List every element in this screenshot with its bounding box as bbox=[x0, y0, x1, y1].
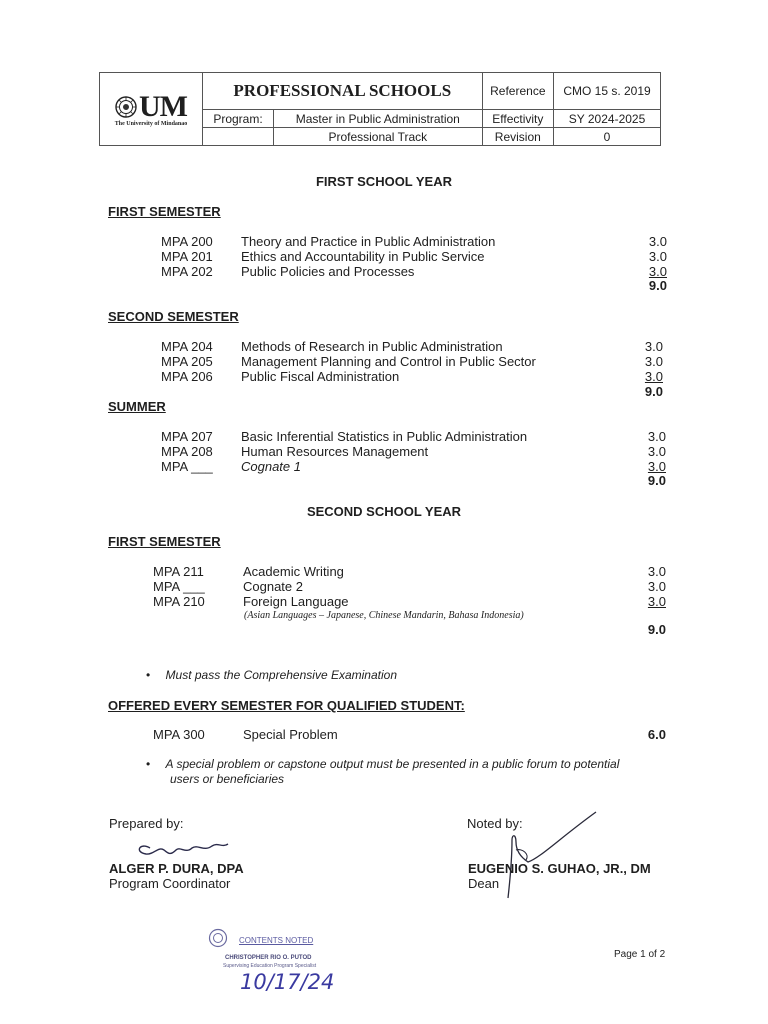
noted-signature-icon bbox=[500, 800, 610, 910]
course-row bbox=[161, 264, 667, 279]
course-code: MPA 211 bbox=[153, 564, 204, 579]
program-label-blank bbox=[203, 128, 274, 146]
course-row bbox=[161, 429, 666, 444]
program-value: Master in Public Administration bbox=[274, 110, 483, 128]
semester-total-row bbox=[153, 622, 666, 637]
program-label: Program: bbox=[203, 110, 274, 128]
course-code: MPA ___ bbox=[161, 459, 213, 474]
logo-text: UM bbox=[139, 89, 187, 123]
course-title: Methods of Research in Public Administration bbox=[241, 339, 503, 354]
capstone-note-line1: A special problem or capstone output must be presented in a public forum to potential bbox=[165, 757, 620, 771]
logo-cell bbox=[100, 73, 203, 146]
logo-subtitle: The University of Mindanao bbox=[114, 120, 188, 127]
course-units: 3.0 bbox=[648, 234, 667, 249]
course-row bbox=[161, 369, 663, 384]
course-title: Public Policies and Processes bbox=[241, 264, 415, 279]
document-title: PROFESSIONAL SCHOOLS bbox=[203, 73, 483, 110]
prepared-by-name: ALGER P. DURA, DPA bbox=[109, 861, 244, 876]
course-units: 3.0 bbox=[644, 354, 663, 369]
reference-value: CMO 15 s. 2019 bbox=[554, 73, 661, 110]
course-title: Public Fiscal Administration bbox=[241, 369, 400, 384]
course-title: Cognate 2 bbox=[243, 579, 303, 594]
course-units: 3.0 bbox=[647, 459, 666, 474]
stamp-date: 10/17/24 bbox=[240, 970, 335, 994]
contents-noted-stamp bbox=[205, 922, 355, 1002]
semester-total-row bbox=[161, 384, 663, 399]
semester-total: 9.0 bbox=[647, 622, 666, 637]
stamp-line1: CONTENTS NOTED bbox=[239, 936, 314, 945]
course-title: Human Resources Management bbox=[241, 444, 429, 459]
course-row bbox=[161, 234, 667, 249]
course-code: MPA 210 bbox=[153, 594, 205, 609]
stamp-seal-icon bbox=[208, 928, 228, 948]
course-row bbox=[161, 354, 663, 369]
prepared-by-role: Program Coordinator bbox=[109, 876, 231, 891]
noted-by-role: Dean bbox=[468, 876, 500, 891]
y1-second-semester-heading: SECOND SEMESTER bbox=[108, 309, 239, 324]
page-number: Page 1 of 2 bbox=[614, 949, 666, 960]
university-seal-icon bbox=[115, 96, 137, 118]
revision-label: Revision bbox=[482, 128, 553, 146]
course-units: 3.0 bbox=[644, 339, 663, 354]
course-title: Ethics and Accountability in Public Service bbox=[241, 249, 485, 264]
course-title: Cognate 1 bbox=[241, 459, 301, 474]
course-code: MPA 204 bbox=[161, 339, 213, 354]
course-code: MPA 202 bbox=[161, 264, 213, 279]
course-code: MPA 300 bbox=[153, 727, 205, 742]
course-title: Basic Inferential Statistics in Public Administration bbox=[241, 429, 528, 444]
stamp-line3: Supervising Education Program Specialist bbox=[223, 963, 317, 969]
course-units: 3.0 bbox=[647, 594, 666, 609]
effectivity-value: SY 2024-2025 bbox=[554, 110, 661, 128]
course-title: Management Planning and Control in Public Sector bbox=[241, 354, 536, 369]
semester-total-row bbox=[161, 278, 667, 293]
course-units: 3.0 bbox=[647, 579, 666, 594]
course-code: MPA 206 bbox=[161, 369, 213, 384]
capstone-note-line2: users or beneficiaries bbox=[170, 772, 285, 786]
course-units: 3.0 bbox=[644, 369, 663, 384]
revision-value: 0 bbox=[554, 128, 661, 146]
noted-by-name: EUGENIO S. GUHAO, JR., DM bbox=[468, 861, 651, 876]
semester-total: 9.0 bbox=[644, 384, 663, 399]
course-row bbox=[153, 594, 666, 609]
course-units: 3.0 bbox=[648, 249, 667, 264]
course-code: MPA 205 bbox=[161, 354, 213, 369]
y2-first-semester-heading: FIRST SEMESTER bbox=[108, 534, 221, 549]
comprehensive-note bbox=[146, 668, 397, 682]
y1-first-semester-heading: FIRST SEMESTER bbox=[108, 204, 221, 219]
course-row bbox=[153, 564, 666, 579]
course-row bbox=[153, 579, 666, 594]
special-problem-row bbox=[153, 727, 666, 742]
bullet-icon: • bbox=[146, 757, 151, 771]
language-note: (Asian Languages – Japanese, Chinese Mandarin, Bahasa Indonesia) bbox=[244, 610, 524, 621]
capstone-note bbox=[146, 757, 619, 771]
semester-total-row bbox=[161, 473, 666, 488]
course-units: 3.0 bbox=[647, 429, 666, 444]
course-title: Special Problem bbox=[243, 727, 338, 742]
semester-total: 9.0 bbox=[648, 278, 667, 293]
course-code: MPA ___ bbox=[153, 579, 205, 594]
y1-summer-heading: SUMMER bbox=[108, 399, 166, 414]
course-code: MPA 207 bbox=[161, 429, 213, 444]
course-code: MPA 208 bbox=[161, 444, 213, 459]
second-year-title: SECOND SCHOOL YEAR bbox=[306, 504, 462, 519]
track-value: Professional Track bbox=[274, 128, 483, 146]
offered-heading: OFFERED EVERY SEMESTER FOR QUALIFIED STUDENT: bbox=[108, 698, 465, 713]
document-header-table bbox=[99, 72, 661, 146]
noted-by-label: Noted by: bbox=[467, 816, 523, 831]
prepared-signature-icon bbox=[128, 836, 238, 864]
semester-total: 9.0 bbox=[647, 473, 666, 488]
university-logo bbox=[100, 89, 202, 127]
course-units: 3.0 bbox=[647, 444, 666, 459]
comprehensive-note-text: Must pass the Comprehensive Examination bbox=[165, 668, 397, 682]
course-code: MPA 200 bbox=[161, 234, 213, 249]
first-year-title: FIRST SCHOOL YEAR bbox=[315, 174, 453, 189]
course-row bbox=[161, 444, 666, 459]
course-row bbox=[161, 339, 663, 354]
bullet-icon: • bbox=[146, 668, 151, 682]
stamp-line2: CHRISTOPHER RIO O. PUTOD bbox=[225, 955, 312, 961]
course-row bbox=[161, 459, 666, 474]
course-row bbox=[161, 249, 667, 264]
course-units: 3.0 bbox=[648, 264, 667, 279]
reference-label: Reference bbox=[482, 73, 553, 110]
course-title: Theory and Practice in Public Administration bbox=[241, 234, 496, 249]
course-title: Foreign Language bbox=[243, 594, 349, 609]
course-units: 3.0 bbox=[647, 564, 666, 579]
course-title: Academic Writing bbox=[243, 564, 344, 579]
course-code: MPA 201 bbox=[161, 249, 213, 264]
prepared-by-label: Prepared by: bbox=[109, 816, 184, 831]
course-units: 6.0 bbox=[647, 727, 666, 742]
effectivity-label: Effectivity bbox=[482, 110, 553, 128]
